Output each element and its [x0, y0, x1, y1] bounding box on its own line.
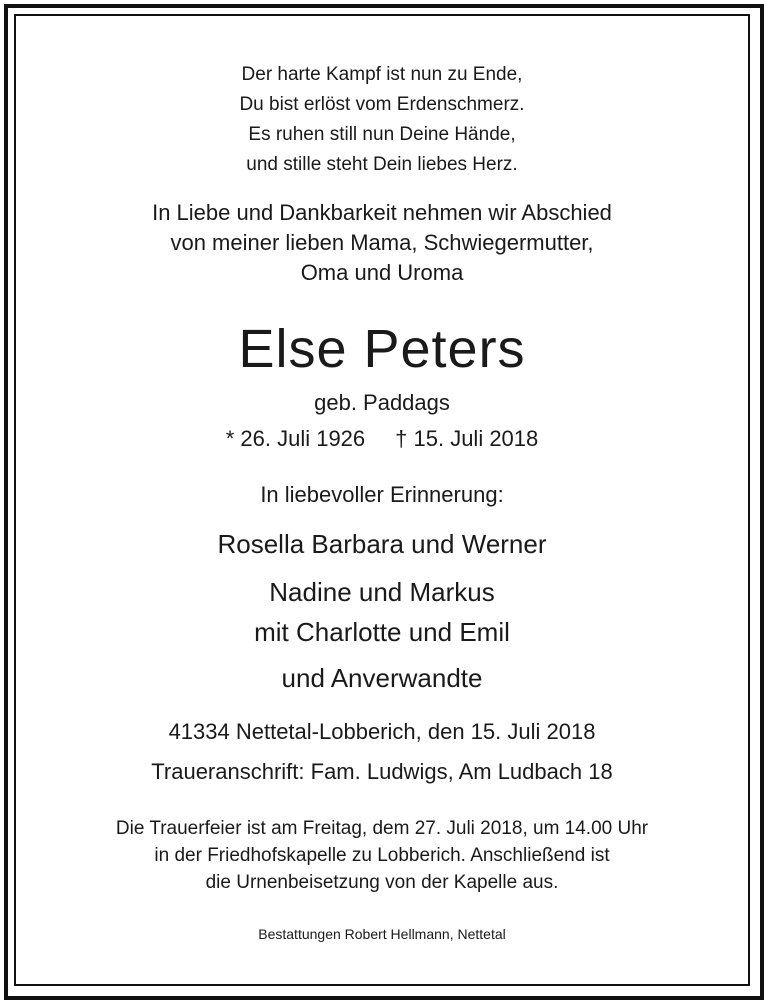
- memory-label: In liebevoller Erinnerung:: [260, 482, 504, 507]
- intro-line: von meiner lieben Mama, Schwiegermutter,: [170, 230, 594, 255]
- ceremony-line: in der Friedhofskapelle zu Lobberich. Anschließend ist: [154, 845, 610, 866]
- family-line: Nadine und Markus: [269, 577, 495, 607]
- ceremony-line: die Urnenbeisetzung von der Kapelle aus.: [205, 872, 559, 893]
- birth-date: * 26. Juli 1926: [225, 426, 366, 451]
- poem-line: und stille steht Dein liebes Herz.: [246, 154, 518, 175]
- deceased-name: Else Peters: [238, 319, 526, 379]
- family-line: mit Charlotte und Emil: [254, 617, 510, 647]
- birth-name: geb. Paddags: [314, 390, 450, 415]
- intro-line: In Liebe und Dankbarkeit nehmen wir Abschied: [152, 200, 612, 225]
- ceremony-info: [18, 815, 746, 896]
- life-dates: [18, 424, 746, 454]
- farewell-intro: [18, 198, 746, 288]
- family-line: und Anverwandte: [281, 663, 483, 693]
- poem: [18, 60, 746, 180]
- undertaker-credit: Bestattungen Robert Hellmann, Nettetal: [258, 926, 506, 942]
- poem-line: Du bist erlöst vom Erdenschmerz.: [239, 94, 525, 115]
- mourning-address: Traueranschrift: Fam. Ludwigs, Am Ludbach 18: [151, 759, 613, 784]
- poem-line: Es ruhen still nun Deine Hände,: [248, 124, 516, 145]
- ceremony-line: Die Trauerfeier ist am Freitag, dem 27. Juli 2018, um 14.00 Uhr: [115, 818, 649, 839]
- intro-line: Oma und Uroma: [300, 260, 464, 285]
- family-line: Rosella Barbara und Werner: [217, 529, 547, 559]
- poem-line: Der harte Kampf ist nun zu Ende,: [241, 64, 523, 85]
- death-date: † 15. Juli 2018: [395, 426, 539, 451]
- place-and-date: 41334 Nettetal-Lobberich, den 15. Juli 2018: [168, 719, 596, 744]
